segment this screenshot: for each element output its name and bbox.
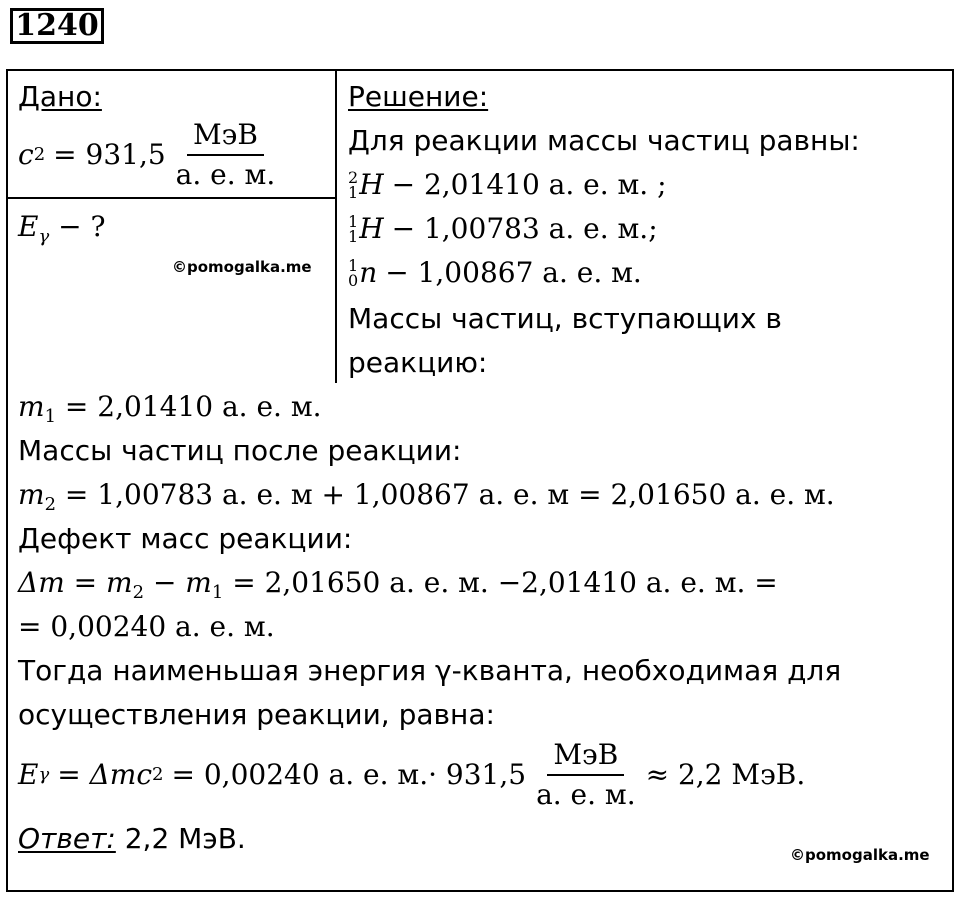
watermark-bottom: ©pomogalka.me — [790, 846, 930, 864]
gamma-subscript: γ — [38, 764, 50, 785]
particle-hydrogen — [348, 212, 658, 246]
charge-number: 1 — [348, 183, 359, 202]
c2-unit-denominator: а. е. м. — [175, 158, 276, 191]
defect-lhs: Δm = m — [18, 566, 133, 599]
particle-symbol: H — [359, 212, 384, 245]
answer-label: Ответ: — [18, 822, 116, 855]
c2-unit-numerator: МэВ — [187, 118, 264, 156]
m-symbol: m — [18, 390, 45, 423]
defect-sub2: 2 — [132, 582, 145, 603]
energy-unit-denominator: а. е. м. — [536, 778, 636, 811]
before-text-2: реакцию: — [348, 346, 488, 379]
m1-equation — [18, 390, 322, 434]
particle-mass: − 2,01410 а. е. м. ; — [391, 168, 667, 201]
energy-delta-mc: = Δmc — [57, 758, 153, 791]
energy-text-2: осуществления реакции, равна: — [18, 698, 495, 731]
m-symbol: m — [18, 478, 45, 511]
particle-symbol: H — [359, 168, 384, 201]
given-divider — [6, 197, 337, 199]
energy-result: ≈ 2,2 МэВ. — [645, 758, 806, 791]
e-symbol: E — [18, 210, 39, 243]
given-c2 — [18, 118, 285, 192]
c2-unit-fraction — [170, 118, 282, 192]
solution-intro: Для реакции массы частиц равны: — [348, 124, 860, 157]
c-exponent: 2 — [33, 144, 46, 165]
after-label: Массы частиц после реакции: — [18, 434, 462, 467]
find-quantity — [18, 210, 106, 254]
column-divider — [335, 69, 337, 383]
defect-equation — [18, 566, 778, 610]
m2-equation — [18, 478, 835, 522]
defect-value: = 2,01650 а. е. м. −2,01410 а. е. м. = — [223, 566, 778, 599]
particle-mass: − 1,00867 а. е. м. — [385, 256, 642, 289]
energy-unit-numerator: МэВ — [547, 738, 624, 776]
particle-neutron — [348, 256, 642, 290]
mass-number: 1 — [348, 256, 359, 275]
mass-number: 2 — [348, 168, 359, 187]
m2-subscript: 2 — [44, 494, 57, 515]
energy-text-1: Тогда наименьшая энергия γ-кванта, необходимая для — [18, 654, 842, 687]
energy-exponent: 2 — [152, 764, 164, 785]
given-label: Дано: — [18, 80, 102, 113]
before-text-1: Массы частиц, вступающих в — [348, 302, 782, 335]
m2-value: = 1,00783 а. е. м + 1,00867 а. е. м = 2,01650 а. е. м. — [64, 478, 835, 511]
energy-unit-fraction — [530, 738, 642, 812]
energy-equation — [18, 738, 805, 812]
defect-sub1: 1 — [211, 582, 224, 603]
defect-result: = 0,00240 а. е. м. — [18, 610, 275, 643]
gamma-subscript: γ — [38, 226, 50, 247]
defect-minus-m: − m — [144, 566, 212, 599]
particle-deuterium — [348, 168, 667, 202]
e-symbol: E — [18, 758, 39, 791]
particle-mass: − 1,00783 а. е. м.; — [391, 212, 658, 245]
defect-label: Дефект масс реакции: — [18, 522, 353, 555]
answer-value: 2,2 МэВ. — [124, 822, 246, 855]
watermark-top: ©pomogalka.me — [172, 258, 312, 276]
mass-number: 1 — [348, 212, 359, 231]
m1-value: = 2,01410 а. е. м. — [64, 390, 322, 423]
m1-subscript: 1 — [44, 406, 57, 427]
c-symbol: c — [18, 138, 34, 171]
find-question: − ? — [58, 210, 106, 243]
charge-number: 0 — [348, 271, 359, 290]
answer-line — [18, 822, 246, 856]
task-number: 1240 — [10, 8, 104, 44]
charge-number: 1 — [348, 227, 359, 246]
energy-value: = 0,00240 а. е. м.· 931,5 — [171, 758, 527, 791]
c2-value: = 931,5 — [53, 138, 166, 171]
particle-symbol: n — [359, 256, 378, 289]
solution-label: Решение: — [348, 80, 489, 113]
